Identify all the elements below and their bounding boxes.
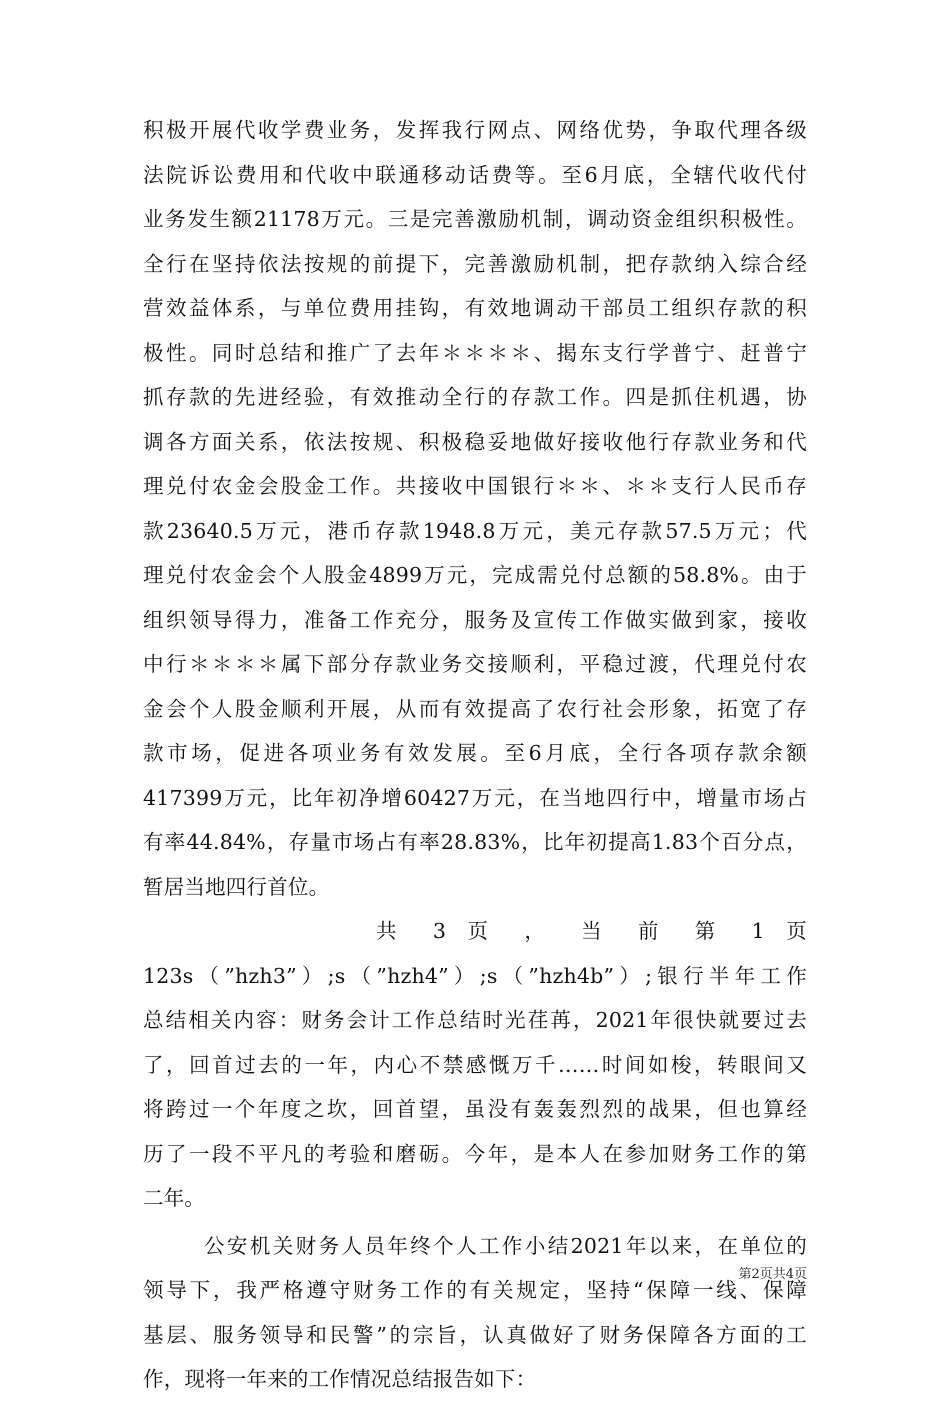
paragraph-line: 款23640.5万元，港币存款1948.8万元，美元存款57.5万元；代 <box>143 518 807 543</box>
paragraph-line: 总结相关内容：财务会计工作总结时光荏苒，2021年很快就要过去 <box>143 1008 807 1032</box>
paragraph-line: 组织领导得力，准备工作充分，服务及宣传工作做实做到家，接收 <box>143 607 807 632</box>
paragraph-line: 领导下，我严格遵守财务工作的有关规定，坚持“保障一线、保障 <box>143 1278 807 1302</box>
document-body <box>143 108 807 1402</box>
paragraph-line: 抓存款的先进经验，有效推动全行的存款工作。四是抓住机遇，协 <box>143 385 807 409</box>
paragraph-line: 历了一段不平凡的考验和磨砺。今年，是本人在参加财务工作的第 <box>143 1141 807 1166</box>
paragraph-line: 将跨过一个年度之坎，回首望，虽没有轰轰烈烈的战果，但也算经 <box>143 1097 807 1121</box>
paragraph-line: 业务发生额21178万元。三是完善激励机制，调动资金组织积极性。 <box>143 207 807 231</box>
paragraph-line: 法院诉讼费用和代收中联通移动话费等。至6月底，全辖代收代付 <box>143 162 807 187</box>
paragraph-line: 作，现将一年来的工作情况总结报告如下： <box>143 1367 537 1391</box>
paragraph-line: 积极开展代收学费业务，发挥我行网点、网络优势，争取代理各级 <box>143 118 807 142</box>
paragraph-line: 了，回首过去的一年，内心不禁感慨万千……时间如梭，转眼间又 <box>143 1052 807 1077</box>
paragraph-line: 二年。 <box>143 1186 206 1210</box>
paragraph-line: 金会个人股金顺利开展，从而有效提高了农行社会形象，拓宽了存 <box>143 696 807 721</box>
paragraph-line: 全行在坚持依法按规的前提下，完善激励机制，把存款纳入综合经 <box>143 251 807 276</box>
paragraph-line: 中行＊＊＊＊属下部分存款业务交接顺利，平稳过渡，代理兑付农 <box>143 652 807 676</box>
paragraph-line: 极性。同时总结和推广了去年＊＊＊＊、揭东支行学普宁、赶普宁 <box>143 340 807 365</box>
paragraph-line: 理兑付农金会股金工作。共接收中国银行＊＊、＊＊支行人民币存 <box>143 474 807 498</box>
paragraph-line: 营效益体系，与单位费用挂钩，有效地调动干部员工组织存款的积 <box>143 296 807 320</box>
paragraph-line: 417399万元，比年初净增60427万元，在当地四行中，增量市场占 <box>143 785 807 810</box>
paragraph-line: 123s（”hzh3”）;s（”hzh4”）;s（”hzh4b”）;银行半年工作 <box>143 963 807 988</box>
paragraph-line: 基层、服务领导和民警”的宗旨，认真做好了财务保障各方面的工 <box>143 1322 807 1347</box>
paragraph-line: 款市场，促进各项业务有效发展。至6月底，全行各项存款余额 <box>143 741 807 765</box>
paragraph-line: 理兑付农金会个人股金4899万元，完成需兑付总额的58.8%。由于 <box>143 563 807 587</box>
paragraph-line: 公安机关财务人员年终个人工作小结2021年以来，在单位的 <box>204 1233 807 1258</box>
paragraph-line: 调各方面关系，依法按规、积极稳妥地做好接收他行存款业务和代 <box>143 429 807 454</box>
page-footer: 第2页共4页 <box>738 1267 807 1282</box>
page-count-line: 共 3 页 ， 当 前 第 1 页 <box>376 919 807 943</box>
paragraph-line: 有率44.84%，存量市场占有率28.83%，比年初提高1.83个百分点， <box>143 830 807 854</box>
paragraph-line: 暂居当地四行首位。 <box>143 874 330 899</box>
